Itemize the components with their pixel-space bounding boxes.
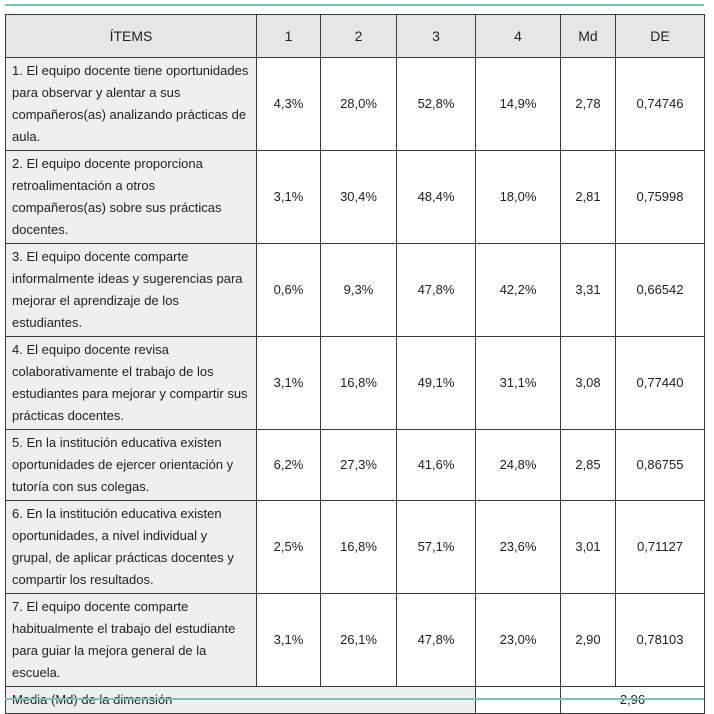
header-row xyxy=(6,15,705,58)
footer-empty-cell xyxy=(476,687,561,714)
value-md: 2,85 xyxy=(561,430,616,501)
item-text: 5. En la institución educativa existen oportunidades de ejercer orientación y tutoría con sus colegas. xyxy=(6,430,257,501)
item-text: 6. En la institución educativa existen oportunidades, a nivel individual y grupal, de aplicar prácticas docentes y compartir los resultados. xyxy=(6,501,257,594)
item-text: 2. El equipo docente proporciona retroalimentación a otros compañeros(as) sobre sus prácticas docentes. xyxy=(6,151,257,244)
value-4: 31,1% xyxy=(476,337,561,430)
value-1: 3,1% xyxy=(257,337,321,430)
item-text: 3. El equipo docente comparte informalmente ideas y sugerencias para mejorar el aprendizaje de los estudiantes. xyxy=(6,244,257,337)
value-2: 28,0% xyxy=(321,58,397,151)
table-row xyxy=(6,430,705,501)
header-md: Md xyxy=(561,15,616,58)
value-3: 47,8% xyxy=(397,244,476,337)
header-1: 1 xyxy=(257,15,321,58)
value-4: 23,6% xyxy=(476,501,561,594)
table-row xyxy=(6,594,705,687)
table-row xyxy=(6,501,705,594)
table-row xyxy=(6,337,705,430)
dimension-mean-value xyxy=(561,687,705,714)
table-row xyxy=(6,244,705,337)
value-de: 0,78103 xyxy=(616,594,705,687)
value-de: 0,75998 xyxy=(616,151,705,244)
header-de: DE xyxy=(616,15,705,58)
value-1: 3,1% xyxy=(257,594,321,687)
value-3: 52,8% xyxy=(397,58,476,151)
value-4: 24,8% xyxy=(476,430,561,501)
value-2: 16,8% xyxy=(321,337,397,430)
header-2: 2 xyxy=(321,15,397,58)
value-4: 18,0% xyxy=(476,151,561,244)
value-3: 47,8% xyxy=(397,594,476,687)
header-items: ÍTEMS xyxy=(6,15,257,58)
value-de: 0,86755 xyxy=(616,430,705,501)
dimension-mean-label xyxy=(6,687,476,714)
value-2: 16,8% xyxy=(321,501,397,594)
value-2: 26,1% xyxy=(321,594,397,687)
top-rule xyxy=(5,4,704,6)
value-3: 41,6% xyxy=(397,430,476,501)
value-1: 4,3% xyxy=(257,58,321,151)
value-md: 2,81 xyxy=(561,151,616,244)
value-3: 48,4% xyxy=(397,151,476,244)
header-4: 4 xyxy=(476,15,561,58)
item-text: 1. El equipo docente tiene oportunidades para observar y alentar a sus compañeros(as) analizando prácticas de aula. xyxy=(6,58,257,151)
value-1: 3,1% xyxy=(257,151,321,244)
value-4: 42,2% xyxy=(476,244,561,337)
value-4: 14,9% xyxy=(476,58,561,151)
table-row xyxy=(6,151,705,244)
item-text: 4. El equipo docente revisa colaborativamente el trabajo de los estudiantes para mejorar y compartir sus prácticas docentes. xyxy=(6,337,257,430)
value-md: 3,31 xyxy=(561,244,616,337)
value-2: 9,3% xyxy=(321,244,397,337)
value-1: 6,2% xyxy=(257,430,321,501)
value-md: 2,78 xyxy=(561,58,616,151)
value-3: 57,1% xyxy=(397,501,476,594)
value-3: 49,1% xyxy=(397,337,476,430)
table-row xyxy=(6,58,705,151)
header-3: 3 xyxy=(397,15,476,58)
bottom-rule xyxy=(5,698,704,700)
value-2: 30,4% xyxy=(321,151,397,244)
value-de: 0,74746 xyxy=(616,58,705,151)
value-de: 0,66542 xyxy=(616,244,705,337)
value-1: 2,5% xyxy=(257,501,321,594)
value-md: 2,90 xyxy=(561,594,616,687)
item-text: 7. El equipo docente comparte habitualmente el trabajo del estudiante para guiar la mejora general de la escuela. xyxy=(6,594,257,687)
results-table xyxy=(5,14,705,714)
value-de: 0,71127 xyxy=(616,501,705,594)
value-md: 3,08 xyxy=(561,337,616,430)
value-1: 0,6% xyxy=(257,244,321,337)
value-4: 23,0% xyxy=(476,594,561,687)
value-2: 27,3% xyxy=(321,430,397,501)
footer-row xyxy=(6,687,705,714)
value-de: 0,77440 xyxy=(616,337,705,430)
value-md: 3,01 xyxy=(561,501,616,594)
